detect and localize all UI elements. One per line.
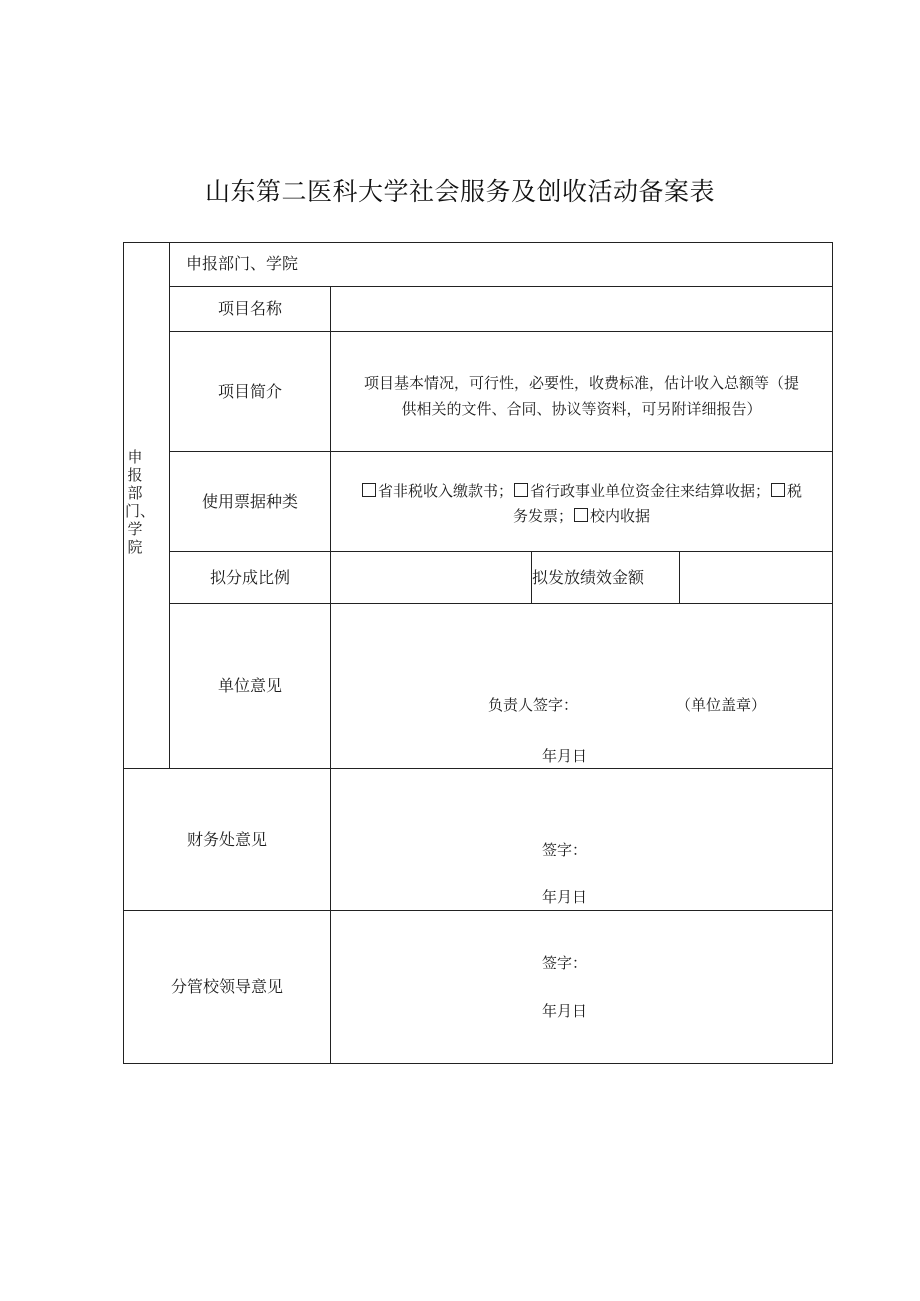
page-title: 山东第二医科大学社会服务及创收活动备案表 bbox=[204, 177, 715, 206]
receipt-type-label-text: 使用票据种类 bbox=[201, 491, 298, 511]
unit-opinion-label bbox=[170, 604, 330, 768]
project-name-field[interactable] bbox=[331, 287, 832, 331]
table-border-bottom bbox=[123, 1063, 833, 1064]
finance-sign: 签字： bbox=[542, 841, 588, 859]
receipt-options bbox=[331, 479, 832, 529]
unit-date: 年月日 bbox=[542, 747, 588, 765]
receipt-options-line2 bbox=[331, 504, 832, 529]
finance-date: 年月日 bbox=[542, 888, 588, 906]
dept-label-text: 申报部门、学院 bbox=[186, 254, 299, 273]
leader-opinion-label-text: 分管校领导意见 bbox=[170, 977, 283, 996]
table-border-right bbox=[832, 242, 833, 1064]
leader-sign: 签字： bbox=[542, 954, 588, 972]
receipt-options-line1 bbox=[331, 479, 832, 504]
receipt-opt2-checkbox[interactable] bbox=[514, 483, 528, 497]
finance-opinion-label-text: 财务处意见 bbox=[186, 829, 267, 849]
receipt-opt2-label: 省行政事业单位资金往来结算收据； bbox=[529, 482, 770, 500]
bonus-label-text: 拟发放绩效金额 bbox=[532, 567, 645, 587]
project-name-label bbox=[170, 287, 330, 331]
finance-opinion-label bbox=[124, 769, 330, 910]
unit-signer: 负责人签字： bbox=[488, 696, 579, 714]
receipt-opt4-label: 校内收据 bbox=[590, 507, 651, 525]
unit-opinion-label-text: 单位意见 bbox=[217, 676, 282, 695]
split-ratio-label-text: 拟分成比例 bbox=[209, 567, 290, 587]
leader-opinion-label bbox=[124, 911, 330, 1063]
bonus-label bbox=[532, 552, 679, 603]
receipt-opt3-label-part2: 务发票； bbox=[512, 507, 573, 525]
project-intro-label bbox=[170, 332, 330, 451]
project-intro-hint-line2: 供相关的文件、合同、协议等资料，可另附详细报告） bbox=[401, 400, 762, 418]
receipt-opt1-label: 省非税收入缴款书； bbox=[377, 482, 513, 500]
receipt-opt1-checkbox[interactable] bbox=[362, 483, 376, 497]
split-ratio-field[interactable] bbox=[331, 552, 531, 603]
project-intro-hint-line1: 项目基本情况，可行性，必要性，收费标准，估计收入总额等（提 bbox=[363, 374, 799, 392]
project-intro-hint[interactable] bbox=[331, 370, 832, 422]
receipt-opt3-checkbox[interactable] bbox=[771, 483, 785, 497]
dept-label bbox=[186, 242, 298, 286]
project-intro-label-text: 项目简介 bbox=[217, 381, 282, 401]
side-label: 申报部门、学院 bbox=[125, 448, 156, 556]
project-name-label-text: 项目名称 bbox=[217, 299, 282, 318]
split-ratio-label bbox=[170, 552, 330, 603]
receipt-opt4-checkbox[interactable] bbox=[574, 508, 588, 522]
receipt-type-label bbox=[170, 452, 330, 551]
leader-date: 年月日 bbox=[542, 1002, 588, 1020]
receipt-opt3-label-part1: 税 bbox=[787, 482, 803, 500]
bonus-field[interactable] bbox=[680, 552, 832, 603]
unit-seal: （单位盖章） bbox=[676, 696, 767, 714]
